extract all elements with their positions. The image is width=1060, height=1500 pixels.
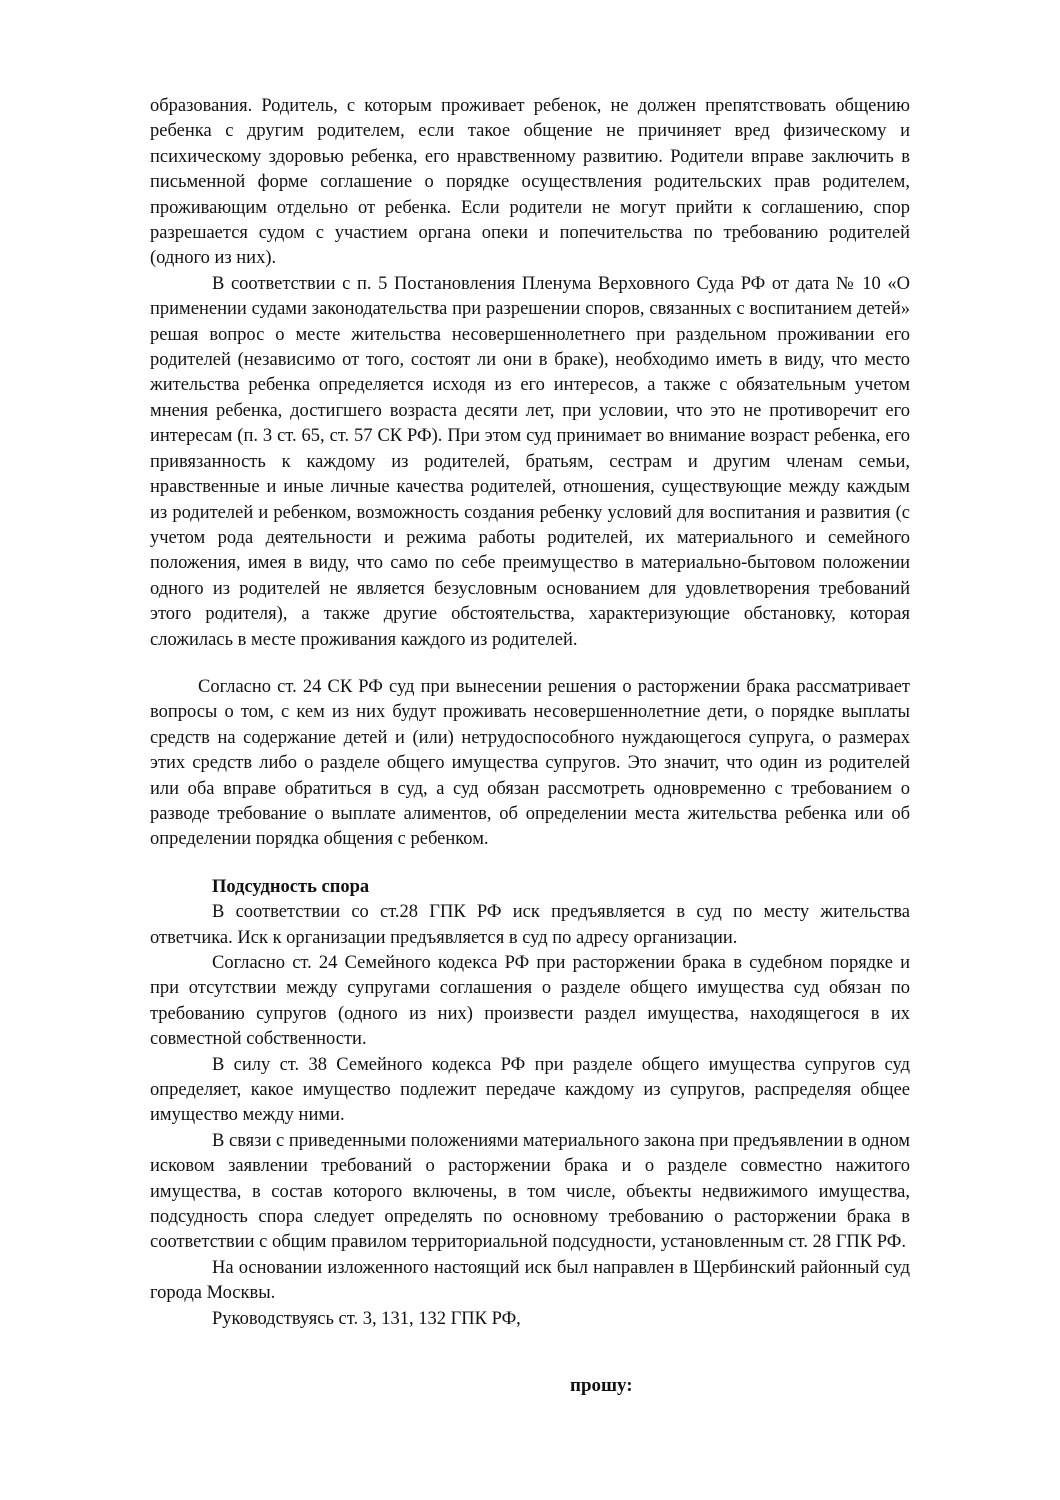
section-heading-jurisdiction: Подсудность спора: [212, 876, 370, 897]
document-body: [150, 94, 910, 1332]
paragraph-family-code-38: В силу ст. 38 Семейного кодекса РФ при разделе общего имущества супругов суд определяет, какое имущество подлежит передаче каждому из супругов, распределяя общее имущество между ними.: [150, 1054, 910, 1126]
paragraph-plenum-resolution: В соответствии с п. 5 Постановления Пленума Верховного Суда РФ от дата № 10 «О применении судами законодательства при разрешении споров, связанных с воспитанием детей» решая вопрос о месте жительства несовершеннолетнего при раздельном проживании его родителей (независимо от того, состоят ли они в браке), необходимо иметь в виду, что место жительства ребенка определяется исходя из его интересов, а также с обязательным учетом мнения ребенка, достигшего возраста десяти лет, при условии, что это не противоречит его интересам (п. 3 ст. 65, ст. 57 СК РФ). При этом суд принимает во внимание возраст ребенка, его привязанность к каждому из родителей, братьям, сестрам и другим членам семьи, нравственные и иные личные качества родителей, отношения, существующие между каждым из родителей и ребенком, возможность создания ребенку условий для воспитания и развития (с учетом рода деятельности и режима работы родителей, их материального и семейного положения, имея в виду, что само по себе преимущество в материально-бытовом положении одного из родителей не является безусловным основанием для удовлетворения требований этого родителя), а также другие обстоятельства, характеризующие обстановку, которая сложилась в месте проживания каждого из родителей.: [150, 273, 910, 650]
paragraph-family-code-24: Согласно ст. 24 Семейного кодекса РФ при расторжении брака в судебном порядке и при отсутствии между супругами соглашения о разделе общего имущества суд обязан по требованию супругов (одного из них) произвести раздел имущества, находящегося в их совместной собственности.: [150, 953, 910, 1050]
paragraph-parent-communication: образования. Родитель, с которым проживает ребенок, не должен препятствовать общению ребенка с другим родителем, если такое общение не причиняет вред физическому и психическому здоровью ребенка, его нравственному развитию. Родители вправе заключить в письменной форме соглашение о порядке осуществления родительских прав родителем, проживающим отдельно от ребенка. Если родители не могут прийти к соглашению, спор разрешается судом с участием органа опеки и попечительства по требованию родителей (одного из них).: [150, 96, 910, 269]
paragraph-material-law: В связи с приведенными положениями материального закона при предъявлении в одном исковом заявлении требований о расторжении брака и о разделе совместно нажитого имущества, в состав которого включены, в том числе, объекты недвижимого имущества, подсудность спора следует определять по основному требованию о расторжении брака в соответствии с общим правилом территориальной подсудности, установленным ст. 28 ГПК РФ.: [150, 1130, 910, 1253]
paragraph-article-24: Согласно ст. 24 СК РФ суд при вынесении решения о расторжении брака рассматривает вопросы о том, с кем из них будут проживать несовершеннолетние дети, о порядке выплаты средств на содержание детей и (или) нетрудоспособного нуждающегося супруга, о размерах этих средств либо о разделе общего имущества супругов. Это значит, что один из родителей или оба вправе обратиться в суд, а суд обязан рассмотреть одновременно с требованием о разводе требование о выплате алиментов, об определении места жительства ребенка или об определении порядка общения с ребенком.: [150, 676, 910, 850]
paragraph-article-28: В соответствии со ст.28 ГПК РФ иск предъявляется в суд по месту жительства ответчика. Иск к организации предъявляется в суд по адресу организации.: [150, 902, 910, 948]
spacer: [150, 653, 910, 675]
paragraph-guided-by: Руководствуясь ст. 3, 131, 132 ГПК РФ,: [212, 1308, 521, 1329]
closing-request: прошу:: [570, 1375, 633, 1396]
paragraph-court-referral: На основании изложенного настоящий иск был направлен в Щербинский районный суд города Москвы.: [150, 1257, 910, 1304]
spacer: [150, 853, 910, 875]
